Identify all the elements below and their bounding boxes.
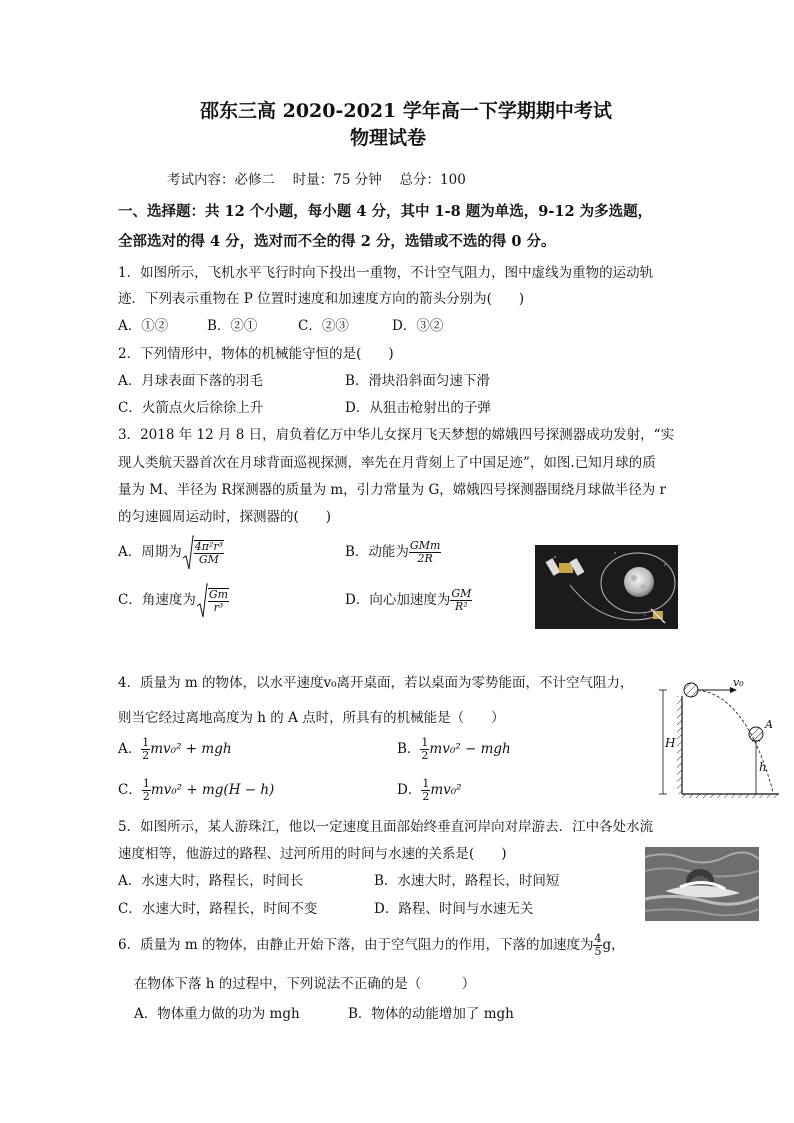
q2-option-b: B．滑块沿斜面匀速下滑 xyxy=(345,373,490,389)
frac-numerator: 4 xyxy=(594,932,602,945)
exam-info: 考试内容：必修二 时量：75 分钟 总分：100 xyxy=(167,172,466,188)
half-fraction xyxy=(142,778,151,803)
q4-option-b xyxy=(397,732,511,766)
q5-line1: 5．如图所示，某人游珠江，他以一定速度且面部始终垂直河岸向对岸游去．江中各处水流 xyxy=(118,819,654,835)
page-subtitle: 物理试卷 xyxy=(350,127,427,149)
section-heading-line1: 一、选择题：共 12 个小题，每小题 4 分，其中 1-8 题为单选，9-12 为多选题， xyxy=(118,203,653,220)
v0-label: v₀ xyxy=(733,676,744,689)
q3-option-d-fraction xyxy=(450,588,472,613)
frac-denominator: 2 xyxy=(142,749,150,762)
q4-line1: 4．质量为 m 的物体，以水平速度v₀离开桌面，若以桌面为零势能面，不计空气阻力， xyxy=(118,675,634,691)
q6-line1-text: 6．质量为 m 的物体，由静止开始下落，由于空气阻力的作用，下落的加速度为 xyxy=(118,937,594,953)
frac-numerator: 1 xyxy=(422,777,430,790)
frac-denominator: r³ xyxy=(213,600,224,614)
frac-numerator: GM xyxy=(451,587,472,600)
q3-option-b xyxy=(345,532,441,572)
q1-option-a: A．①② xyxy=(118,318,169,334)
q4-option-c xyxy=(118,773,274,807)
q3-option-d xyxy=(345,580,472,620)
q4-option-d-label: D． xyxy=(397,782,422,798)
q6-line2: 在物体下落 h 的过程中，下列说法不正确的是（ ） xyxy=(134,976,476,992)
q4-option-a xyxy=(118,732,232,766)
frac-numerator: Gm xyxy=(208,587,229,601)
wall-hatch xyxy=(677,696,682,794)
q5-option-b: B．水速大时，路程长，时间短 xyxy=(374,873,560,889)
half-fraction xyxy=(141,737,150,762)
q4-option-d xyxy=(397,773,462,807)
frac-denominator: GM xyxy=(198,552,219,566)
swimmer-image xyxy=(645,847,759,921)
q3-line4: 的匀速圆周运动时，探测器的( ) xyxy=(118,509,332,525)
q5-option-a: A．水速大时，路程长，时间长 xyxy=(118,873,304,889)
q6-line1-tail: g， xyxy=(602,937,625,953)
q3-option-a-label: A．周期为 xyxy=(118,544,182,560)
q1-line1: 1．如图所示，飞机水平飞行时向下投出一重物，不计空气阻力，图中虚线为重物的运动轨 xyxy=(118,265,654,281)
q3-line1: 3．2018 年 12 月 8 日，肩负着亿万中华儿女探月飞天梦想的嫦娥四号探测器成功发射，“实 xyxy=(118,427,675,443)
frac-denominator: R² xyxy=(455,600,468,613)
frac-numerator: 1 xyxy=(142,736,150,749)
frac-numerator: 1 xyxy=(142,777,150,790)
q2-option-d: D．从狙击枪射出的子弹 xyxy=(345,400,491,416)
q3-option-a-fraction xyxy=(194,540,224,566)
q4-option-c-expr: mv₀² + mg(H − h) xyxy=(150,782,275,798)
q3-option-d-label: D．向心加速度为 xyxy=(345,592,451,608)
frac-numerator: GMm xyxy=(409,539,441,552)
projectile-diagram xyxy=(655,676,780,800)
ball-start xyxy=(684,683,698,697)
q1-option-c: C．②③ xyxy=(298,318,349,334)
q4-option-c-label: C． xyxy=(118,782,142,798)
sqrt-symbol xyxy=(196,581,208,621)
q3-option-b-label: B．动能为 xyxy=(345,544,409,560)
frac-denominator: 2 xyxy=(142,790,150,803)
q2-option-a: A．月球表面下落的羽毛 xyxy=(118,373,263,389)
q4-line2: 则当它经过离地高度为 h 的 A 点时，所具有的机械能是（ ） xyxy=(118,710,505,726)
q4-option-a-expr: mv₀² + mgh xyxy=(150,741,232,757)
q3-option-c xyxy=(118,580,229,620)
q4-option-a-label: A． xyxy=(118,741,142,757)
frac-denominator: 2 xyxy=(422,790,430,803)
q3-line2: 现人类航天器首次在月球背面巡视探测，率先在月背刻上了中国足迹”，如图.已知月球的质 xyxy=(118,455,656,471)
height-H-label: H xyxy=(665,736,676,750)
q1-option-d: D．③② xyxy=(392,318,444,334)
q6-line1 xyxy=(118,926,625,964)
height-h-label: h xyxy=(759,760,767,774)
frac-denominator: 2R xyxy=(417,552,433,565)
sqrt-symbol xyxy=(182,533,194,573)
q4-option-b-label: B． xyxy=(397,741,421,757)
moon-orbit-image xyxy=(535,545,678,629)
frac-numerator: 4π²r³ xyxy=(194,539,224,553)
page-title: 邵东三高 2020-2021 学年高一下学期期中考试 xyxy=(200,100,612,122)
frac-numerator: 1 xyxy=(421,736,429,749)
q4-option-b-expr: mv₀² − mgh xyxy=(429,741,511,757)
ball-at-a xyxy=(749,727,763,741)
q4-option-d-expr: mv₀² xyxy=(430,782,462,798)
q2-option-c: C．火箭点火后徐徐上升 xyxy=(118,400,264,416)
q3-option-c-label: C．角速度为 xyxy=(118,592,196,608)
frac-denominator: 5 xyxy=(594,945,602,958)
q6-option-a: A．物体重力做的功为 mgh xyxy=(134,1006,300,1022)
q3-line3: 量为 M、半径为 R探测器的质量为 m，引力常量为 G，嫦娥四号探测器围绕月球做半径为 r xyxy=(118,482,666,498)
half-fraction xyxy=(421,778,430,803)
frac-denominator: 2 xyxy=(421,749,429,762)
q1-line2: 迹．下列表示重物在 P 位置时速度和加速度方向的箭头分别为( ) xyxy=(118,291,525,307)
q3-option-c-fraction xyxy=(208,588,229,614)
q5-line2: 速度相等，他游过的路程、过河所用的时间与水速的关系是( ) xyxy=(118,846,507,862)
q3-option-b-fraction xyxy=(409,540,441,565)
q1-option-b: B．②① xyxy=(207,318,258,334)
q5-option-d: D．路程、时间与水速无关 xyxy=(374,901,534,917)
section-heading-line2: 全部选对的得 4 分，选对而不全的得 2 分，选错或不选的得 0 分。 xyxy=(118,233,556,250)
q3-option-a xyxy=(118,532,224,572)
q2-stem: 2．下列情形中，物体的机械能守恒的是( ) xyxy=(118,346,394,362)
point-a-label: A xyxy=(765,718,773,731)
q6-option-b: B．物体的动能增加了 mgh xyxy=(348,1006,514,1022)
q5-option-c: C．水速大时，路程长，时间不变 xyxy=(118,901,318,917)
